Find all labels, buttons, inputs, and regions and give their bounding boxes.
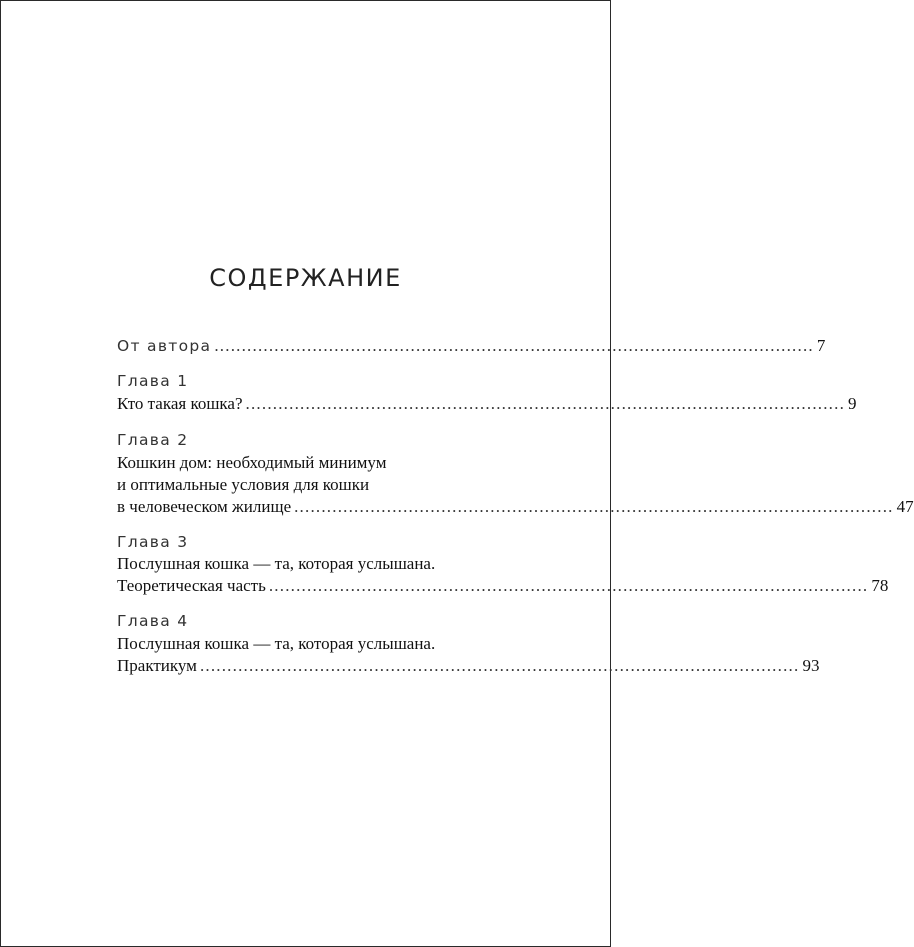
dot-leader: .............................................................................................................. [214, 336, 814, 355]
chapter-4-page: 93 [802, 656, 820, 675]
chapter-2-title-line-2 [117, 473, 538, 497]
dot-leader: .............................................................................................................. [245, 394, 846, 413]
chapter-2-title-part-3: в человеческом жилище [117, 497, 292, 516]
chapter-3-title-part-2: Теоретическая часть [117, 576, 266, 595]
toc-entry-chapter-4[interactable] [117, 654, 820, 678]
chapter-2-title-line-1 [117, 451, 538, 475]
dot-leader: .............................................................................................................. [294, 497, 894, 516]
chapter-1-title: Кто такая кошка? [117, 394, 243, 413]
toc-entry-author-page: 7 [816, 336, 826, 355]
chapter-3-page: 78 [871, 576, 889, 595]
dot-leader: .............................................................................................................. [199, 656, 800, 675]
chapter-2-label: Глава 2 [117, 431, 189, 449]
chapter-1-page: 9 [848, 394, 857, 413]
chapter-4-title-line-1 [117, 632, 538, 656]
chapter-4-label: Глава 4 [117, 612, 189, 630]
chapter-3-title-part-1: Послушная кошка — та, которая услышана. [117, 554, 436, 573]
chapter-2-page: 47 [896, 497, 914, 516]
toc-entry-author[interactable] [117, 334, 826, 358]
chapter-1-label: Глава 1 [117, 372, 189, 390]
chapter-2-title-part-2: и оптимальные условия для кошки [117, 475, 370, 494]
chapter-3-label: Глава 3 [117, 533, 189, 551]
chapter-4-title-part-1: Послушная кошка — та, которая услышана. [117, 634, 436, 653]
toc-entry-chapter-3[interactable] [117, 574, 889, 598]
toc-title: СОДЕРЖАНИЕ [209, 264, 402, 292]
chapter-3-title-line-1 [117, 552, 538, 576]
toc-entry-chapter-2[interactable] [117, 495, 914, 519]
toc-entry-chapter-1[interactable] [117, 392, 857, 416]
dot-leader: .............................................................................................................. [268, 576, 869, 595]
chapter-2-title-part-1: Кошкин дом: необходимый минимум [117, 453, 387, 472]
chapter-4-title-part-2: Практикум [117, 656, 197, 675]
toc-entry-author-label: От автора [117, 337, 212, 355]
